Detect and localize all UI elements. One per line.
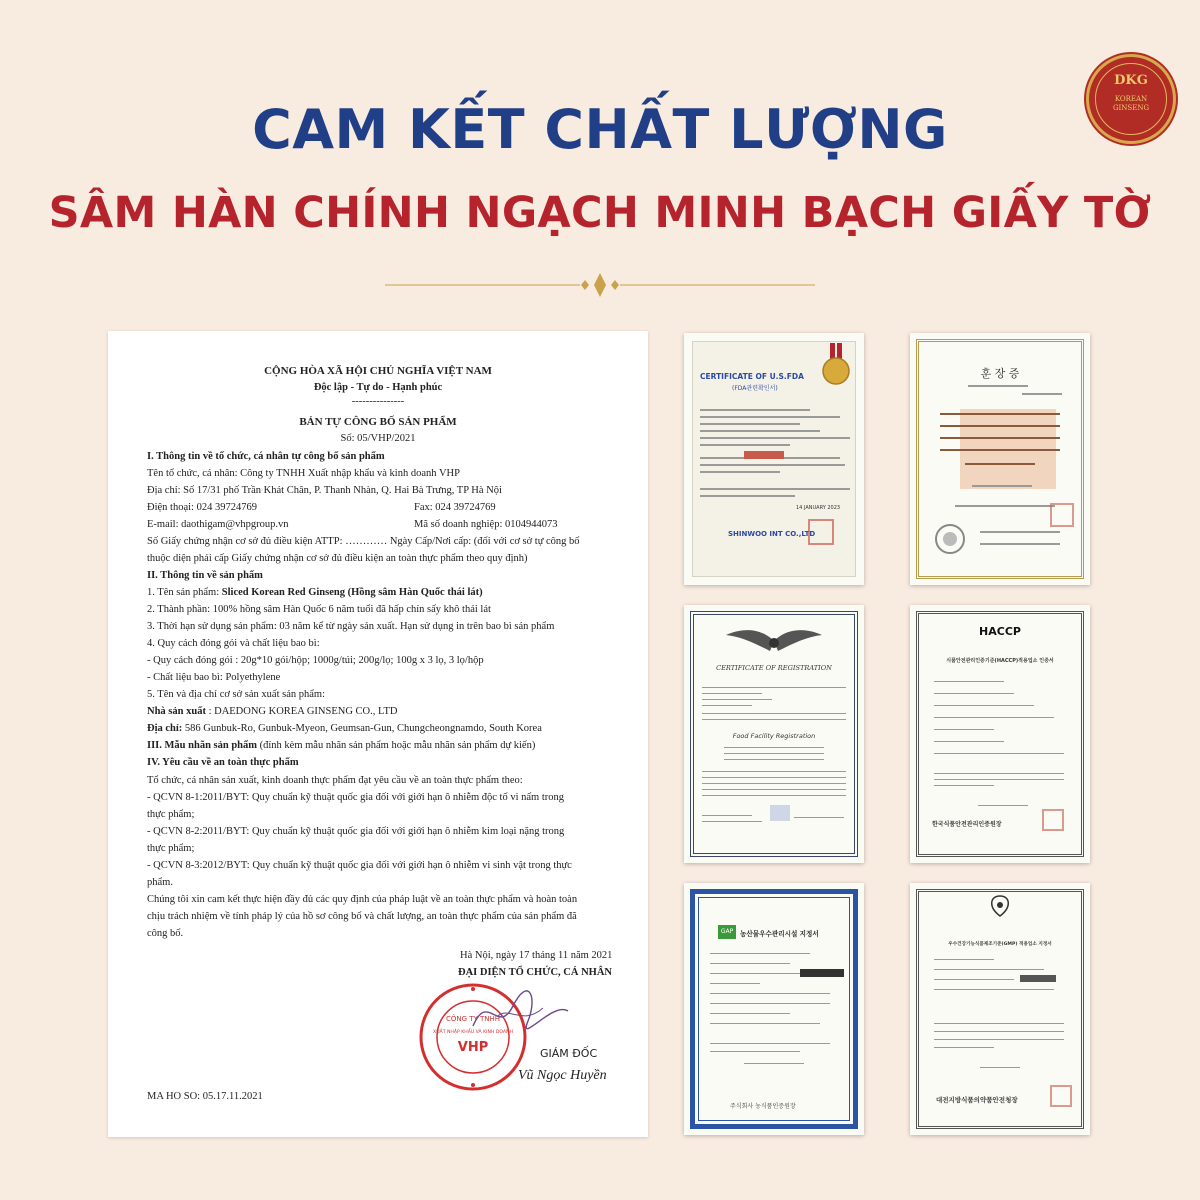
doc-org: Tên tổ chức, cá nhân: Công ty TNHH Xuất nhập khẩu và kinh doanh VHP — [147, 468, 460, 479]
fda-issuer: SHINWOO INT CO.,LTD — [728, 530, 816, 538]
doc-phone: Điện thoại: 024 39724769 — [147, 502, 257, 513]
doc-shelf-life: 3. Thời hạn sử dụng sản phẩm: 03 năm kể từ ngày sản xuất. Hạn sử dụng in trên bao bì sản phẩm — [147, 621, 555, 632]
page-subtitle: SÂM HÀN CHÍNH NGẠCH MINH BẠCH GIẤY TỜ — [48, 188, 1152, 238]
fda-date: 14 JANUARY 2023 — [796, 505, 841, 511]
gap-badge: GAP — [718, 925, 736, 939]
doc-date: Hà Nội, ngày 17 tháng 11 năm 2021 — [460, 950, 613, 961]
svg-text:CÔNG TY TNHH: CÔNG TY TNHH — [445, 1015, 501, 1023]
product-declaration-document — [108, 331, 648, 1137]
gap-title: 농산물우수관리시설 지정서 — [740, 930, 819, 938]
registration-subtitle: Food Facility Registration — [732, 732, 816, 740]
doc-attp-line2: thuộc diện phải cấp Giấy chứng nhận cơ sở đủ điều kiện an toàn thực phẩm theo quy định) — [147, 553, 528, 564]
doc-commit-1: Chúng tôi xin cam kết thực hiện đầy đủ các quy định của pháp luật về an toàn thực phẩm và hoàn toàn — [147, 894, 578, 905]
doc-qcvn-1: - QCVN 8-1:2011/BYT: Quy chuẩn kỹ thuật quốc gia đối với giới hạn ô nhiễm độc tố vi nấm trong — [147, 792, 565, 803]
registration-title: CERTIFICATE OF REGISTRATION — [716, 664, 832, 672]
haccp-issuer: 한국식품안전관리인증원장 — [932, 821, 1002, 828]
doc-qcvn-3-cont: phẩm. — [147, 877, 173, 888]
doc-taxcode: Mã số doanh nghiệp: 0104944073 — [414, 519, 558, 530]
certificate-gmp — [910, 883, 1090, 1135]
doc-separator: --------------- — [351, 396, 405, 407]
logo-brand-text: DKG — [1114, 73, 1148, 88]
doc-section-1: I. Thông tin về tổ chức, cá nhân tự công bố sản phẩm — [147, 451, 385, 462]
doc-product-name: 1. Tên sản phẩm: Sliced Korean Red Ginseng (Hồng sâm Hàn Quốc thái lát) — [147, 587, 483, 598]
doc-requirement: Tổ chức, cá nhân sản xuất, kinh doanh thực phẩm đạt yêu cầu về an toàn thực phẩm theo: — [147, 775, 523, 786]
certificate-registration — [684, 605, 864, 863]
doc-qcvn-3: - QCVN 8-3:2012/BYT: Quy chuẩn kỹ thuật quốc gia đối với giới hạn ô nhiễm vi sinh vật trong thực — [147, 860, 572, 871]
doc-qcvn-2: - QCVN 8-2:2011/BYT: Quy chuẩn kỹ thuật quốc gia đối với giới hạn ô nhiễm kim loại nặng trong — [147, 826, 565, 837]
emblem-icon — [934, 523, 966, 555]
svg-text:VHP: VHP — [457, 1040, 489, 1055]
doc-packaging-heading: 4. Quy cách đóng gói và chất liệu bao bì: — [147, 638, 320, 649]
eagle-icon — [724, 621, 824, 661]
gmp-issuer: 대전지방식품의약품안전청장 — [936, 1096, 1018, 1104]
doc-qcvn-1-cont: thực phẩm; — [147, 809, 195, 820]
doc-director-title: GIÁM ĐỐC — [540, 1047, 598, 1060]
government-emblem-icon — [986, 895, 1014, 917]
certificate-gap — [684, 883, 864, 1135]
fda-subtitle: (FDA관련확인서) — [732, 385, 778, 392]
doc-section-3: III. Mẫu nhãn sản phẩm (đính kèm mẫu nhãn sản phẩm hoặc mẫu nhãn sản phẩm dự kiến) — [147, 740, 536, 751]
brand-logo — [1086, 54, 1176, 144]
doc-commit-2: chịu trách nhiệm về tính pháp lý của hồ sơ công bố và chất lượng, an toàn thực phẩm của sản phẩm đã — [147, 911, 577, 922]
doc-fax: Fax: 024 39724769 — [414, 502, 496, 513]
doc-packaging-spec: - Quy cách đóng gói : 20g*10 gói/hộp; 1000g/túi; 200g/lọ; 100g x 3 lọ, 3 lọ/hộp — [147, 655, 484, 666]
doc-representative: ĐẠI DIỆN TỔ CHỨC, CÁ NHÂN — [458, 967, 613, 978]
doc-attp-line1: Số Giấy chứng nhận cơ sở đủ điều kiện ATTP: ………… Ngày Cấp/Nơi cấp: (đối với cơ sở tự công bố — [147, 536, 580, 547]
certificate-korean-award — [910, 333, 1090, 585]
doc-commit-3: công bố. — [147, 928, 184, 939]
doc-motto: Độc lập - Tự do - Hạnh phúc — [313, 382, 443, 393]
ornament-divider — [385, 272, 815, 298]
doc-title: BẢN TỰ CÔNG BỐ SẢN PHẨM — [299, 416, 457, 428]
doc-packaging-material: - Chất liệu bao bì: Polyethylene — [147, 672, 281, 683]
doc-producer-address: Địa chỉ: 586 Gunbuk-Ro, Gunbuk-Myeon, Geumsan-Gun, Chungcheongnamdo, South Korea — [147, 723, 542, 734]
svg-text:XUẤT NHẬP KHẨU VÀ KINH DOANH: XUẤT NHẬP KHẨU VÀ KINH DOANH — [433, 1030, 513, 1035]
doc-address: Địa chỉ: Số 17/31 phố Trần Khát Chân, P. Thanh Nhàn, Q. Hai Bà Trưng, TP Hà Nội — [147, 485, 502, 496]
doc-signer-name: Vũ Ngọc Huyền — [518, 1068, 607, 1083]
doc-nation: CỘNG HÒA XÃ HỘI CHỦ NGHĨA VIỆT NAM — [264, 365, 492, 377]
doc-section-2: II. Thông tin về sản phẩm — [147, 570, 263, 581]
certificate-haccp — [910, 605, 1090, 863]
gold-seal-icon — [820, 343, 852, 387]
haccp-subtitle: 식품안전관리인증기준(HACCP)적용업소 인증서 — [946, 658, 1054, 664]
doc-producer-heading: 5. Tên và địa chỉ cơ sở sản xuất sản phẩm: — [147, 689, 325, 700]
doc-section-4: IV. Yêu cầu về an toàn thực phẩm — [147, 757, 299, 768]
doc-producer: Nhà sản xuất : DAEDONG KOREA GINSENG CO., LTD — [147, 706, 398, 717]
doc-ingredients: 2. Thành phần: 100% hồng sâm Hàn Quốc 6 năm tuổi đã hấp chín sấy khô thái lát — [147, 604, 491, 615]
logo-subtext: KOREAN GINSENG — [1112, 95, 1150, 112]
signature-scribble — [468, 986, 578, 1041]
gap-issuer: 주식회사 농식품인증원장 — [730, 1103, 796, 1110]
page-title: CAM KẾT CHẤT LƯỢNG — [252, 98, 948, 161]
fda-title: CERTIFICATE OF U.S.FDA — [700, 372, 804, 381]
doc-file-number: MA HO SO: 05.17.11.2021 — [147, 1091, 263, 1102]
haccp-title: HACCP — [979, 625, 1021, 638]
doc-email: E-mail: daothigam@vhpgroup.vn — [147, 519, 289, 530]
doc-number: Số: 05/VHP/2021 — [340, 433, 416, 444]
doc-qcvn-2-cont: thực phẩm; — [147, 843, 195, 854]
gmp-title: 우수건강기능식품제조기준(GMP) 적용업소 지정서 — [948, 942, 1052, 947]
award-title: 훈 장 증 — [980, 367, 1020, 380]
certificate-us-fda — [684, 333, 864, 585]
